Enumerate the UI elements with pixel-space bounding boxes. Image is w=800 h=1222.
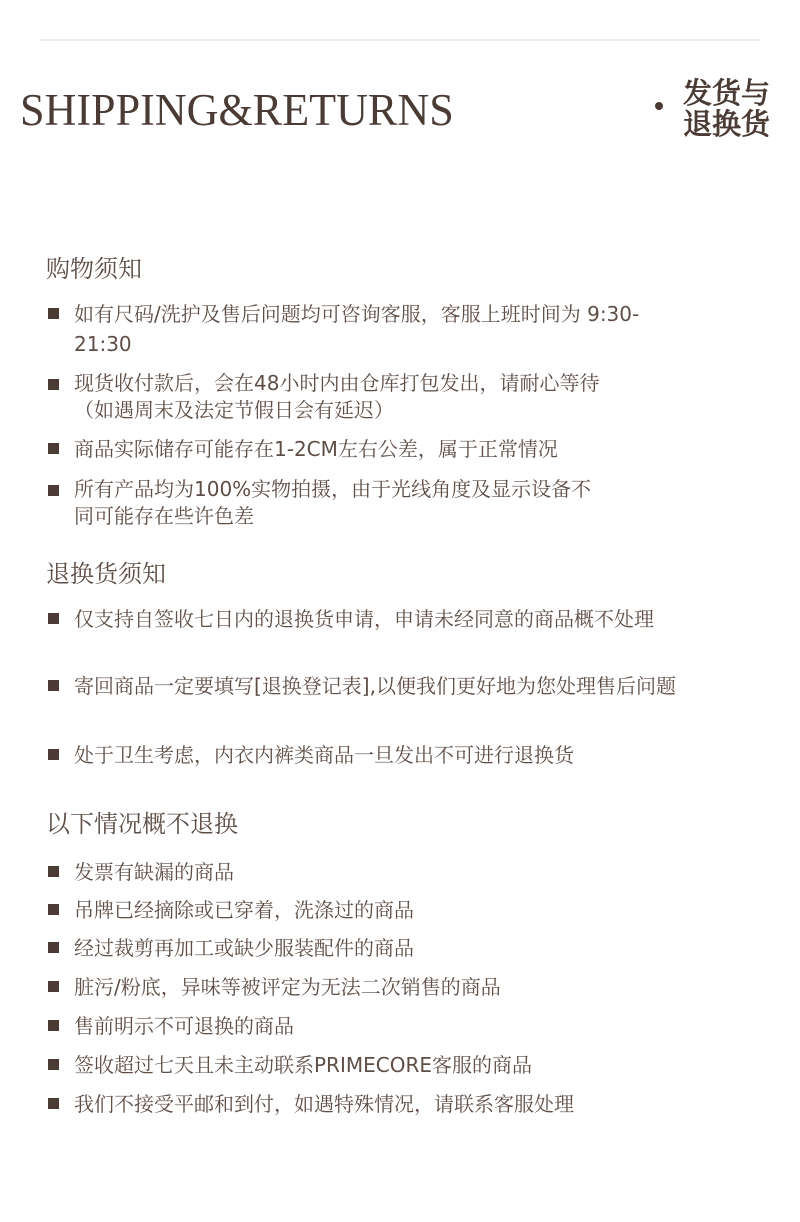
list-item-text: 经过裁剪再加工或缺少服装配件的商品 xyxy=(74,936,414,960)
bullet-icon xyxy=(48,308,59,319)
bullet-icon xyxy=(48,485,59,496)
page-title-en: SHIPPING&RETURNS xyxy=(20,85,454,135)
list-item xyxy=(48,1089,698,1119)
list-item-text: 我们不接受平邮和到付，如遇特殊情况，请联系客服处理 xyxy=(74,1092,574,1116)
list-item-text: 发票有缺漏的商品 xyxy=(74,860,234,884)
list-item-text: 处于卫生考虑，内衣内裤类商品一旦发出不可进行退换货 xyxy=(74,743,574,767)
bullet-icon xyxy=(48,443,59,454)
bullet-icon xyxy=(48,1059,59,1070)
list-item-text: 寄回商品一定要填写[退换登记表],以便我们更好地为您处理售后问题 xyxy=(74,674,676,698)
list-item xyxy=(48,434,698,464)
bullet-icon xyxy=(48,1020,59,1031)
list-item-text: 售前明示不可退换的商品 xyxy=(74,1014,294,1038)
list-item-text: 所有产品均为100%实物拍摄，由于光线角度及显示设备不同可能存在些许色差 xyxy=(74,477,592,528)
list-item-text: 如有尺码/洗护及售后问题均可咨询客服，客服上班时间为 9:30-21:30 xyxy=(74,302,640,356)
list-item xyxy=(48,370,698,424)
bullet-icon xyxy=(48,942,59,953)
list-item xyxy=(48,857,698,887)
list-item xyxy=(48,933,698,963)
page-title-cn-line1: 发货与 xyxy=(683,76,771,110)
page-title-cn xyxy=(683,78,783,140)
list-item xyxy=(48,740,698,770)
bullet-icon xyxy=(48,904,59,915)
list-item-text: 商品实际储存可能存在1-2CM左右公差，属于正常情况 xyxy=(74,437,558,461)
list-item-text: 现货收付款后，会在48小时内由仓库打包发出，请耐心等待（如遇周末及法定节假日会有延迟） xyxy=(74,371,600,422)
page-title-cn-line2: 退换货 xyxy=(683,107,771,141)
list-item xyxy=(48,671,698,701)
list-item xyxy=(48,299,698,359)
list-item xyxy=(48,1011,698,1041)
bullet-icon xyxy=(48,613,59,624)
section-heading-returns: 退换货须知 xyxy=(46,560,166,588)
section-heading-shopping: 购物须知 xyxy=(46,255,142,283)
list-item xyxy=(48,972,698,1002)
list-item-text: 签收超过七天且未主动联系PRIMECORE客服的商品 xyxy=(74,1053,532,1077)
title-dot xyxy=(655,102,663,110)
section-heading-non-returnable: 以下情况概不退换 xyxy=(46,810,238,838)
bullet-icon xyxy=(48,379,59,390)
list-item xyxy=(48,895,698,925)
list-item xyxy=(48,476,698,530)
bullet-icon xyxy=(48,1098,59,1109)
bullet-icon xyxy=(48,866,59,877)
top-divider xyxy=(40,39,760,41)
list-item-text: 脏污/粉底，异味等被评定为无法二次销售的商品 xyxy=(74,975,501,999)
bullet-icon xyxy=(48,749,59,760)
list-item xyxy=(48,1050,698,1080)
list-item-text: 仅支持自签收七日内的退换货申请，申请未经同意的商品概不处理 xyxy=(74,607,654,631)
list-item xyxy=(48,604,698,634)
bullet-icon xyxy=(48,680,59,691)
list-item-text: 吊牌已经摘除或已穿着，洗涤过的商品 xyxy=(74,898,414,922)
bullet-icon xyxy=(48,981,59,992)
